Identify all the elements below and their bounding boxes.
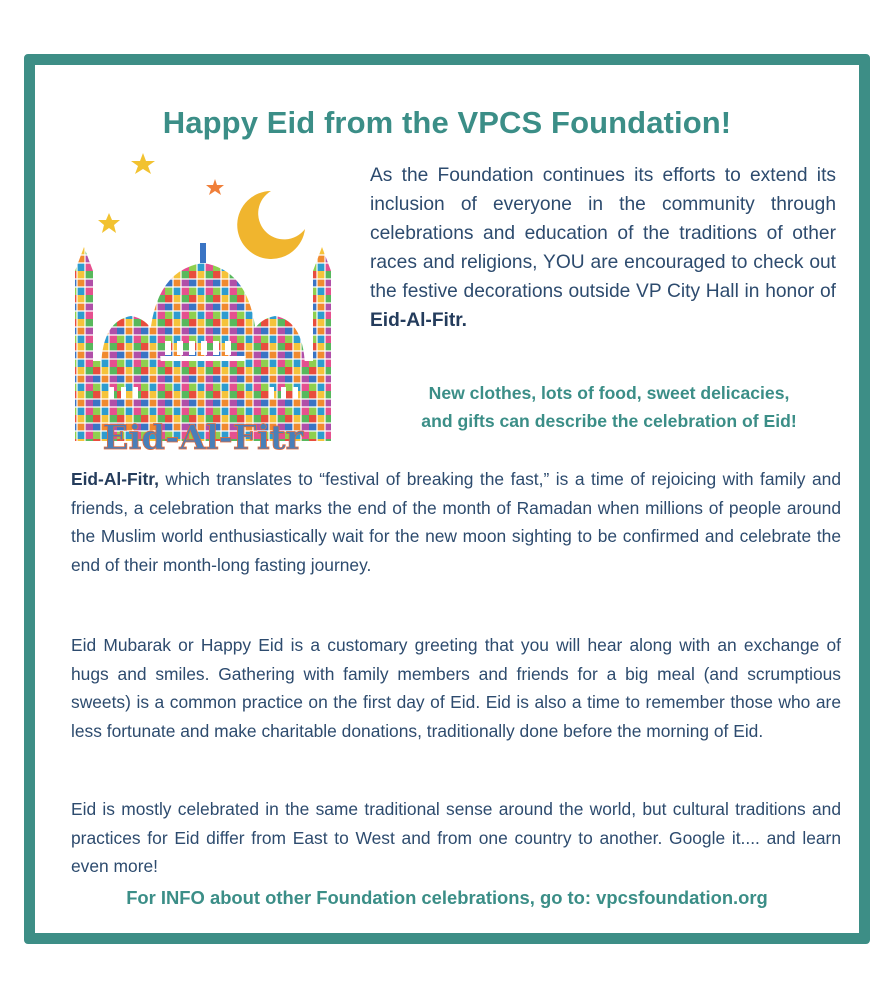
intro-text: As the Foundation continues its efforts to extend its inclusion of everyone in the community through celebrations and education of the traditions of other races and religions, YOU are encouraged to check out the festive decorations outside VP City Hall in honor of xyxy=(370,165,836,302)
paragraph-greeting: Eid Mubarak or Happy Eid is a customary greeting that you will hear along with an exchange of hugs and smiles. Gathering with family members and friends for a big meal (and scrumptious sweets) is a common practice on the first day of Eid. Eid is also a time to remember those who are less fortunate and make charitable donations, traditionally done before the morning of Eid. xyxy=(71,635,841,741)
flyer-frame xyxy=(24,54,870,944)
page-title: Happy Eid from the VPCS Foundation! xyxy=(162,105,732,140)
footer-info: For INFO about other Foundation celebrations, go to: vpcsfoundation.org xyxy=(126,887,768,908)
paragraph-traditions: Eid is mostly celebrated in the same traditional sense around the world, but cultural traditions and practices for Eid differ from East to West and from one country to another. Google it.... and learn even more! xyxy=(71,799,841,876)
star-icon xyxy=(98,213,120,233)
artwork-caption: Eid-Al-Fitr xyxy=(102,418,304,451)
tagline-line2: and gifts can describe the celebration of Eid! xyxy=(421,411,797,431)
intro-paragraph xyxy=(370,161,836,335)
mosque-mosaic-icon xyxy=(69,151,337,451)
crescent-moon-icon xyxy=(237,191,305,259)
tagline-line1: New clothes, lots of food, sweet delicacies, xyxy=(428,383,790,403)
paragraph-text: which translates to “festival of breaking the fast,” is a time of rejoicing with family and friends, a celebration that marks the end of the month of Ramadan when millions of people around the Muslim world enthusiastically wait for the new moon sighting to be confirmed and celebrate the end of their month-long fasting journey. xyxy=(71,469,841,575)
intro-emphasis: Eid-Al-Fitr. xyxy=(370,310,467,331)
star-icon xyxy=(206,179,224,195)
paragraph-lead: Eid-Al-Fitr, xyxy=(71,469,159,489)
tagline xyxy=(370,379,848,435)
star-icon xyxy=(131,153,155,174)
paragraph-meaning xyxy=(71,465,841,579)
